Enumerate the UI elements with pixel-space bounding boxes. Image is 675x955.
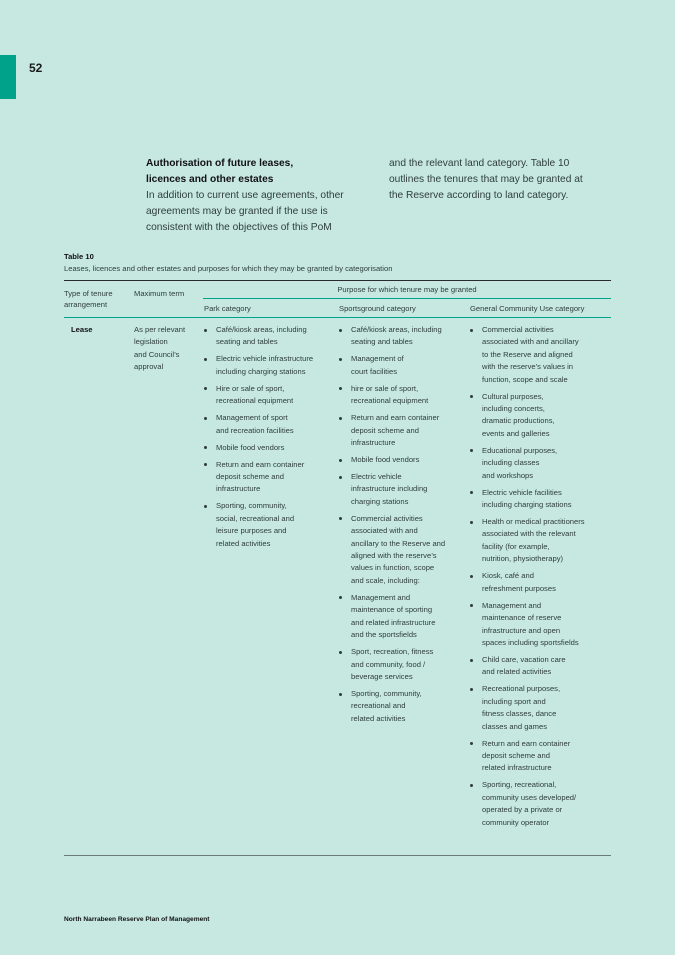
tenure-type-cell: Lease (71, 325, 93, 334)
header-park-category: Park category (204, 304, 251, 313)
list-item: Electric vehicle facilities including charging stations (469, 487, 611, 512)
header-tenure-type (64, 288, 113, 310)
list-item: Commercial activities associated with and ancillary to the Reserve and aligned with the reserve’s values in function, scope and scale (469, 324, 611, 386)
list-item: Mobile food vendors (338, 454, 468, 466)
table-top-rule (64, 280, 611, 281)
page-tab-marker (0, 55, 16, 99)
document-footer: North Narrabeen Reserve Plan of Management (64, 916, 210, 923)
general-community-purpose-list (469, 324, 611, 829)
list-item: Management and maintenance of sporting and related infrastructure and the sportsfields (338, 592, 468, 642)
list-item: Child care, vacation care and related activities (469, 654, 611, 679)
cell-line: As per relevant (134, 325, 186, 334)
list-item: Sporting, community, recreational and related activities (338, 688, 468, 725)
park-category-cell (203, 324, 333, 555)
header-maximum-term: Maximum term (134, 289, 185, 298)
table-caption: Leases, licences and other estates and purposes for which they may be granted by categorisation (64, 264, 393, 273)
park-purpose-list (203, 324, 333, 550)
intro-heading-line: licences and other estates (146, 174, 274, 185)
intro-text-line: In addition to current use agreements, other (146, 190, 344, 201)
list-item: Management of court facilities (338, 353, 468, 378)
intro-heading-line: Authorisation of future leases, (146, 158, 294, 169)
page-number: 52 (29, 61, 43, 75)
list-item: Recreational purposes, including sport and fitness classes, dance classes and games (469, 683, 611, 733)
list-item: Management of sport and recreation facilities (203, 412, 333, 437)
list-item: Health or medical practitioners associated with the relevant facility (for example, nutrition, physiotherapy) (469, 516, 611, 566)
header-purpose: Purpose for which tenure may be granted (337, 285, 477, 294)
cell-line: legislation (134, 337, 168, 347)
list-item: Electric vehicle infrastructure including charging stations (203, 353, 333, 378)
list-item: Café/kiosk areas, including seating and tables (203, 324, 333, 349)
list-item: Café/kiosk areas, including seating and tables (338, 324, 468, 349)
header-bottom-rule (64, 317, 611, 318)
list-item: Commercial activities associated with and ancillary to the Reserve and aligned with the reserve’s values in function, scope and scale, including: (338, 513, 468, 587)
table-title: Table 10 (64, 252, 94, 261)
list-item: Return and earn container deposit scheme and infrastructure (338, 412, 468, 449)
list-item: Electric vehicle infrastructure including charging stations (338, 471, 468, 508)
intro-text-line: consistent with the objectives of this PoM (146, 222, 332, 233)
list-item: Management and maintenance of reserve infrastructure and open spaces including sportsfields (469, 600, 611, 650)
header-general-community-use-category: General Community Use category (470, 304, 585, 313)
list-item: Hire or sale of sport, recreational equipment (203, 383, 333, 408)
list-item: Return and earn container deposit scheme and infrastructure (203, 459, 333, 496)
header-line: arrangement (64, 300, 108, 309)
list-item: Kiosk, café and refreshment purposes (469, 570, 611, 595)
header-sportsground-category: Sportsground category (339, 304, 416, 313)
intro-text-line: outlines the tenures that may be granted at (389, 174, 583, 185)
list-item: Educational purposes, including classes and workshops (469, 445, 611, 482)
intro-text-line: and the relevant land category. Table 10 (389, 158, 570, 169)
list-item: Return and earn container deposit scheme and related infrastructure (469, 738, 611, 775)
list-item: Sporting, recreational, community uses developed/ operated by a private or community operator (469, 779, 611, 829)
cell-line: and Council’s (134, 349, 180, 359)
intro-column-right (389, 156, 611, 204)
maximum-term-cell (134, 324, 200, 374)
sportsground-category-cell (338, 324, 468, 730)
intro-text-line: the Reserve according to land category. (389, 190, 569, 201)
table-bottom-rule (64, 855, 611, 856)
sportsground-purpose-list (338, 324, 468, 725)
general-community-use-category-cell (469, 324, 611, 834)
purpose-header-rule (203, 298, 611, 299)
intro-text-line: agreements may be granted if the use is (146, 206, 328, 217)
list-item: Cultural purposes, including concerts, dramatic productions, events and galleries (469, 391, 611, 441)
list-item: hire or sale of sport, recreational equipment (338, 383, 468, 408)
list-item: Sport, recreation, fitness and community, food / beverage services (338, 646, 468, 683)
list-item: Sporting, community, social, recreational and leisure purposes and related activities (203, 500, 333, 550)
cell-line: approval (134, 362, 164, 372)
intro-column-left (146, 156, 368, 236)
list-item: Mobile food vendors (203, 442, 333, 454)
header-line: Type of tenure (64, 289, 113, 298)
